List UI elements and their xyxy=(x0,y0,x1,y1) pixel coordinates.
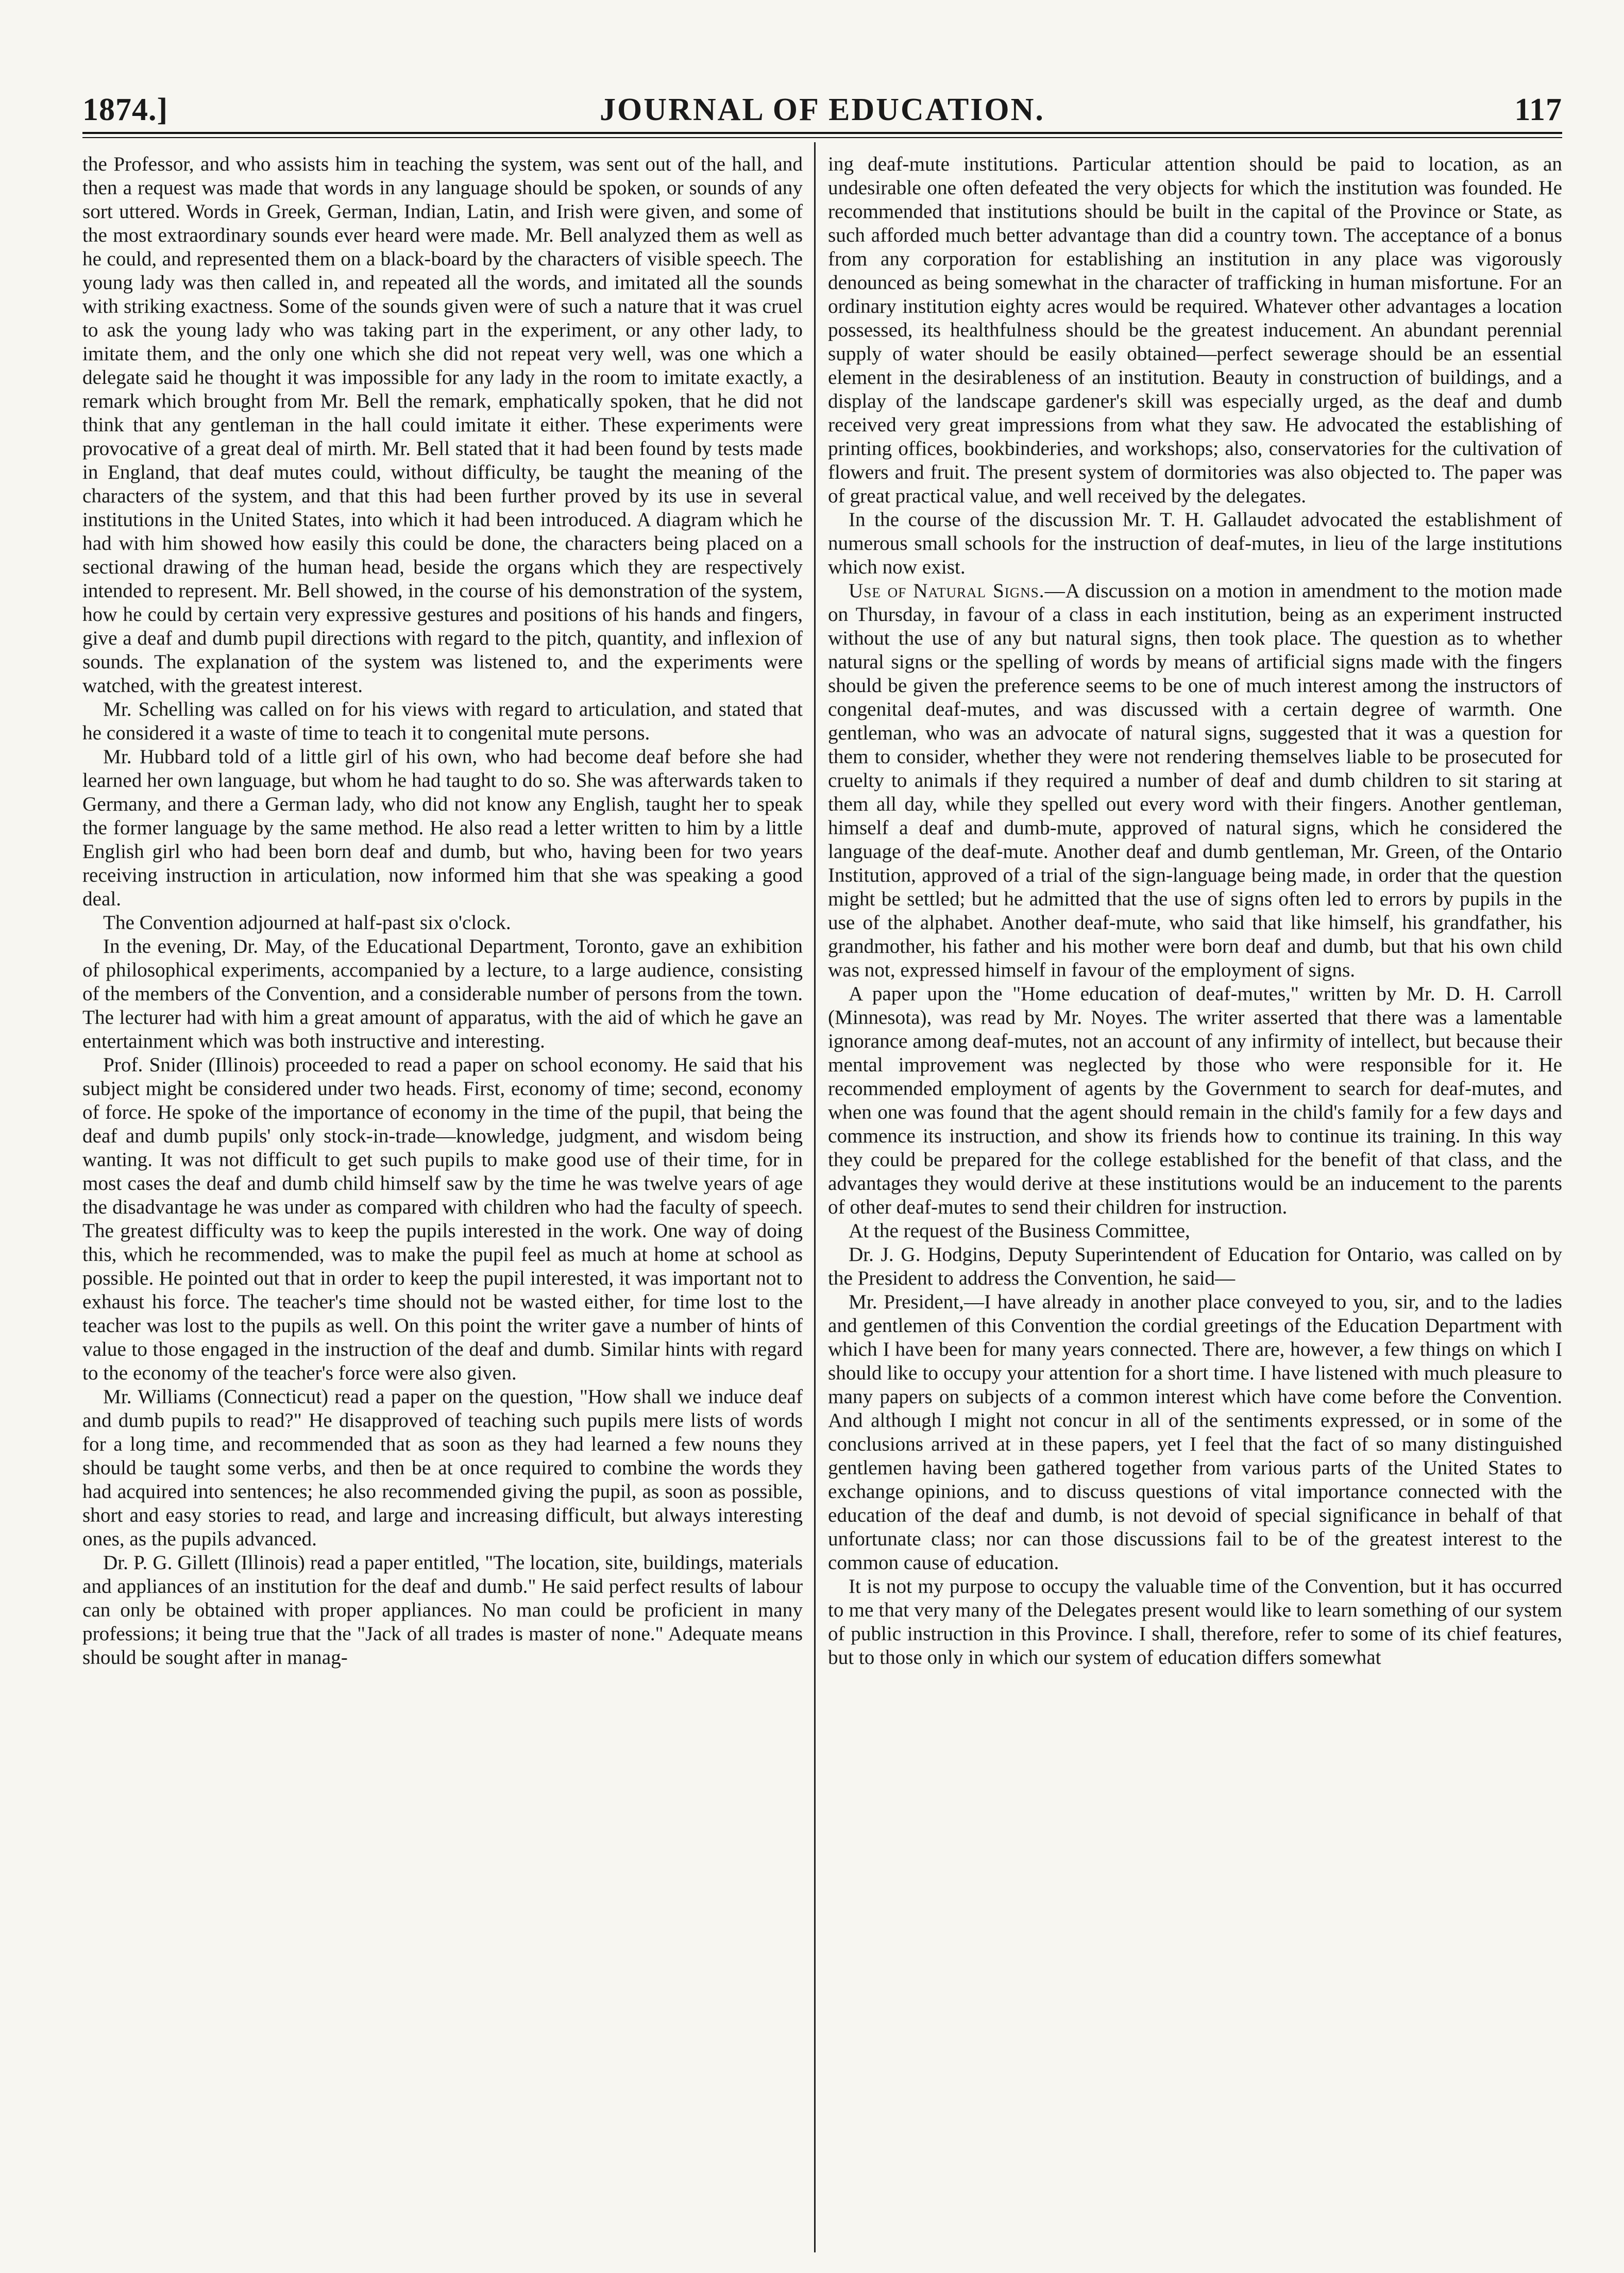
header-page-number: 117 xyxy=(1514,92,1562,127)
paragraph: A paper upon the "Home education of deaf-mutes," written by Mr. D. H. Carroll (Minnesota), was read by Mr. Noyes. The writer asserted that there was a lamentable ignorance among deaf-mutes, not an account of any infirmity of intellect, but because their mental improvement was neglected by those who were responsible for it. He recommended employment of agents by the Government to search for deaf-mutes, and when one was found that the agent should remain in the child's family for a few days and commence its instruction, and show its friends how to continue its training. In this way they could be prepared for the college established for the benefit of that class, and the advantages they would derive at these institutions would be an inducement to the parents of other deaf-mutes to send their children for instruction. xyxy=(828,983,1562,1218)
paragraph: Prof. Snider (Illinois) proceeded to read a paper on school economy. He said that his subject might be considered under two heads. First, economy of time; second, economy of force. He spoke of the importance of economy in the time of the pupil, that being the deaf and dumb pupils' only stock-in-trade—knowledge, judgment, and wisdom being wanting. It was not difficult to get such pupils to make good use of their time, for in most cases the deaf and dumb child himself saw by the time he was twelve years of age the disadvantage he was under as compared with children who had the faculty of speech. The greatest difficulty was to keep the pupils interested in the work. One way of doing this, which he recommended, was to make the pupil feel as much at home at school as possible. He pointed out that in order to keep the pupil interested, it was important not to exhaust his force. The teacher's time should not be wasted either, for time lost to the teacher was lost to the pupils as well. On this point the writer gave a number of hints of value to those engaged in the instruction of the deaf and dumb. Similar hints with regard to the economy of the teacher's force were also given. xyxy=(82,1054,803,1384)
header-title: JOURNAL OF EDUCATION. xyxy=(600,92,1045,127)
paragraph: Mr. Hubbard told of a little girl of his own, who had become deaf before she had learned her own language, but whom he had taught to do so. She was afterwards taken to Germany, and there a German lady, who did not know any English, taught her to speak the former language by the same method. He also read a letter written to him by a little English girl who had been born deaf and dumb, but who, having been for two years receiving instruction in articulation, now informed him that she was speaking a good deal. xyxy=(82,746,803,910)
paragraph: Mr. Schelling was called on for his views with regard to articulation, and stated that he considered it a waste of time to teach it to congenital mute persons. xyxy=(82,698,803,744)
section-heading: Use of Natural Signs.— xyxy=(849,580,1065,602)
paragraph: It is not my purpose to occupy the valuable time of the Convention, but it has occurred to me that very many of the Delegates present would like to learn something of our system of public instruction in this Province. I shall, therefore, refer to some of its chief features, but to those only in which our system of education differs somewhat xyxy=(828,1575,1562,1669)
left-column xyxy=(82,153,814,2252)
header-year: 1874.] xyxy=(82,92,168,127)
paragraph: Mr. President,—I have already in another place conveyed to you, sir, and to the ladies and gentlemen of this Convention the cordial greetings of the Education Department with which I have been for many years connected. There are, however, a few things on which I should like to occupy your attention for a short time. I have listened with much pleasure to many papers on subjects of a common interest which have come before the Convention. And although I might not concur in all of the sentiments expressed, or in some of the conclusions arrived at in these papers, yet I feel that the fact of so many distinguished gentlemen having been gathered together from various parts of the United States to exchange opinions, and to discuss questions of vital importance connected with the education of the deaf and dumb, is not devoid of special significance in behalf of that unfortunate class; nor can those discussions fail to be of the greatest interest to the common cause of education. xyxy=(828,1291,1562,1574)
right-column xyxy=(816,153,1562,2252)
paragraph: Mr. Williams (Connecticut) read a paper on the question, "How shall we induce deaf and dumb pupils to read?" He disapproved of teaching such pupils mere lists of words for a long time, and recommended that as soon as they had learned a few nouns they should be taught some verbs, and then be at once required to combine the words they had acquired into sentences; he also recommended giving the pupil, as soon as possible, short and easy stories to read, and large and increasing difficult, but always interesting ones, as the pupils advanced. xyxy=(82,1386,803,1550)
paragraph: In the evening, Dr. May, of the Educational Department, Toronto, gave an exhibition of philosophical experiments, accompanied by a lecture, to a large audience, consisting of the members of the Convention, and a considerable number of persons from the town. The lecturer had with him a great amount of apparatus, with the aid of which he gave an entertainment which was both instructive and interesting. xyxy=(82,935,803,1052)
paragraph xyxy=(828,579,1562,982)
paragraph: Dr. P. G. Gillett (Illinois) read a paper entitled, "The location, site, buildings, materials and appliances of an institution for the deaf and dumb." He said perfect results of labour can only be obtained with proper appliances. No man could be proficient in many professions; it being true that the "Jack of all trades is master of none." Adequate means should be sought after in manag- xyxy=(82,1552,803,1669)
paragraph: The Convention adjourned at half-past six o'clock. xyxy=(103,912,511,934)
paragraph: Dr. J. G. Hodgins, Deputy Superintendent of Education for Ontario, was called on by the President to address the Convention, he said— xyxy=(828,1243,1562,1289)
paragraph: At the request of the Business Committee, xyxy=(849,1220,1190,1242)
paragraph: the Professor, and who assists him in teaching the system, was sent out of the hall, and then a request was made that words in any language should be spoken, or sounds of any sort uttered. Words in Greek, German, Indian, Latin, and Irish were given, and some of the most extraordinary sounds ever heard were made. Mr. Bell analyzed them as well as he could, and represented them on a black-board by the characters of visible speech. The young lady was then called in, and repeated all the words, and imitated all the sounds with striking exactness. Some of the sounds given were of such a nature that it was cruel to ask the young lady who was taking part in the experiment, or any other lady, to imitate them, and the only one which she did not repeat very well, was one which a delegate said he thought it was impossible for any lady in the room to imitate exactly, a remark which brought from Mr. Bell the remark, emphatically spoken, that he did not think that any gentleman in the hall could imitate it either. These experiments were provocative of a great deal of mirth. Mr. Bell stated that it had been found by tests made in England, that deaf mutes could, without difficulty, be taught the meaning of the characters of the system, and that this had been further proved by its use in several institutions in the United States, into which it had been introduced. A diagram which he had with him showed how easily this could be done, the characters being placed on a sectional drawing of the human head, beside the organs which they are respectively intended to represent. Mr. Bell showed, in the course of his demonstration of the system, how he could by certain very expressive gestures and positions of his hands and fingers, give a deaf and dumb pupil directions with regard to the pitch, quantity, and inflexion of sounds. The explanation of the system was listened to, and the experiments were watched, with the greatest interest. xyxy=(82,153,803,697)
paragraph: ing deaf-mute institutions. Particular attention should be paid to location, as an undesirable one often defeated the very objects for which the institution was founded. He recommended that institutions should be built in the capital of the Province or State, as such afforded much better advantage than did a country town. The acceptance of a bonus from any corporation for establishing an institution in any place was vigorously denounced as being somewhat in the character of trafficking in human misfortune. For an ordinary institution eighty acres would be required. Whatever other advantages a location possessed, its healthfulness should be the greatest inducement. An abundant perennial supply of water should be easily obtained—perfect sewerage should be an essential element in the desirableness of an institution. Beauty in construction of buildings, and a display of the landscape gardener's skill was especially urged, as the deaf and dumb received very great impressions from what they saw. He advocated the establishing of printing offices, bookbinderies, and workshops; also, conservatories for the cultivation of flowers and fruit. The present system of dormitories was also objected to. The paper was of great practical value, and well received by the delegates. xyxy=(828,153,1562,507)
header-rule-thin xyxy=(82,137,1562,138)
paragraph: In the course of the discussion Mr. T. H. Gallaudet advocated the establishment of numerous small schools for the instruction of deaf-mutes, in lieu of the large institutions which now exist. xyxy=(828,509,1562,578)
header-rule-thick xyxy=(82,132,1562,134)
running-header xyxy=(82,88,1562,144)
paragraph-text: A discussion on a motion in amendment to the motion made on Thursday, in favour of a class in each institution, being as an experiment instructed without the use of any but natural signs, then took place. The question as to whether natural signs or the spelling of words by means of artificial signs made with the fingers should be given the preference seems to be one of much interest among the instructors of congenital deaf-mutes, and was discussed with a certain degree of warmth. One gentleman, who was an advocate of natural signs, suggested that it was a question for them to consider, whether they were not rendering themselves liable to be prosecuted for cruelty to animals if they required a number of deaf and dumb children to sit staring at them all day, while they spelled out every word with their fingers. Another gentleman, himself a deaf and dumb-mute, approved of natural signs, which he considered the language of the deaf-mute. Another deaf and dumb gentleman, Mr. Green, of the Ontario Institution, approved of a trial of the sign-language being made, in order that the question might be settled; but he admitted that the use of signs often led to errors by pupils in the use of the alphabet. Another deaf-mute, who said that like himself, his grandfather, his grandmother, his father and his mother were born deaf and dumb, but that his own child was not, expressed himself in favour of the employment of signs. xyxy=(828,580,1562,981)
text-columns xyxy=(82,153,1562,2252)
